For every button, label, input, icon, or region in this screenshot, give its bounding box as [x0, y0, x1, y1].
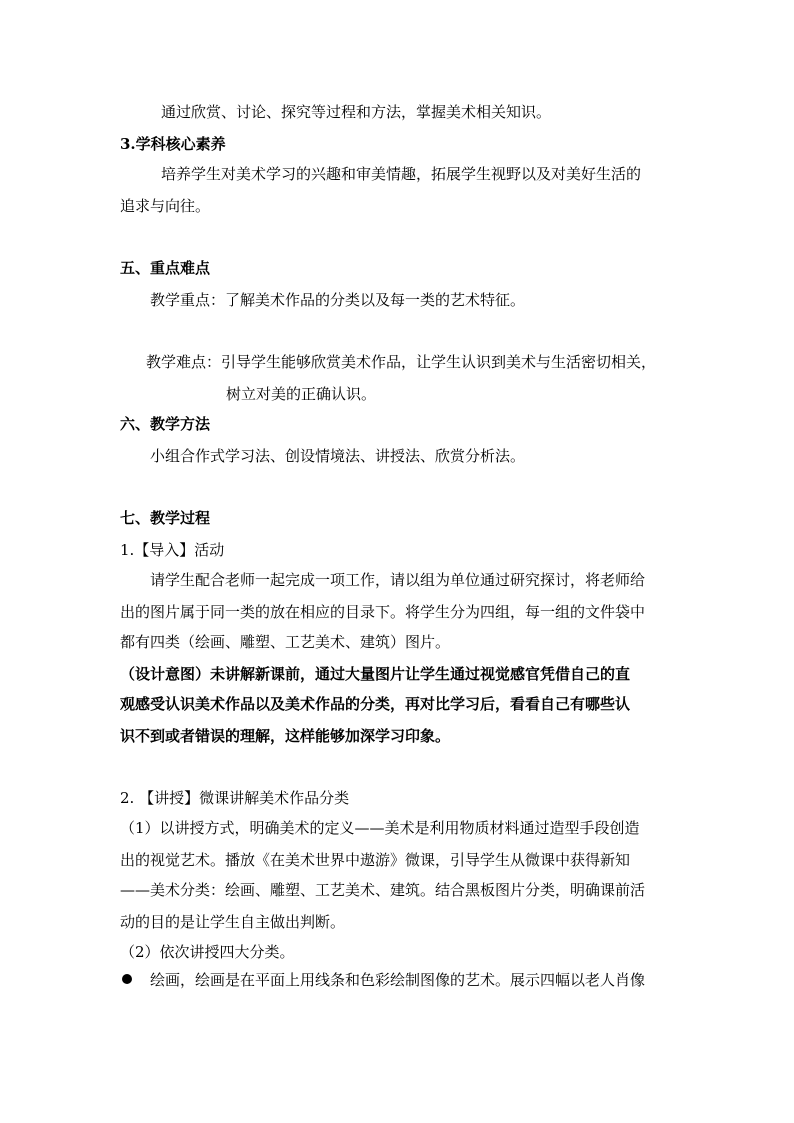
paragraph-line: 教学难点：引导学生能够欣赏美术作品，让学生认识到美术与生活密切相关， [146, 353, 657, 371]
paragraph-line: 小组合作式学习法、创设情境法、讲授法、欣赏分析法。 [150, 447, 526, 465]
design-intent-line: （设计意图）未讲解新课前，通过大量图片让学生通过视觉感官凭借自己的直 [120, 665, 631, 683]
paragraph-line: 1.【导入】活动 [120, 541, 225, 559]
paragraph-line: 请学生配合老师一起完成一项工作，请以组为单位通过研究探讨，将老师给 [150, 571, 646, 589]
section-heading: 3.学科核心素养 [120, 135, 226, 153]
paragraph-line: （1）以讲授方式，明确美术的定义——美术是利用物质材料通过造型手段创造 [120, 819, 640, 837]
bullet-icon [122, 974, 132, 984]
paragraph-line: 通过欣赏、讨论、探究等过程和方法，掌握美术相关知识。 [161, 103, 552, 121]
paragraph-line: 树立对美的正确认识。 [226, 385, 377, 403]
paragraph-line: 追求与向往。 [120, 197, 211, 215]
section-heading: 七、教学过程 [120, 509, 211, 527]
section-heading: 五、重点难点 [120, 259, 211, 277]
paragraph-line: 培养学生对美术学习的兴趣和审美情趣，拓展学生视野以及对美好生活的 [161, 165, 642, 183]
paragraph-line: 2. 【讲授】微课讲解美术作品分类 [120, 789, 350, 807]
paragraph-line: 出的图片属于同一类的放在相应的目录下。将学生分为四组，每一组的文件袋中 [120, 603, 646, 621]
design-intent-line: 识不到或者错误的理解，这样能够加深学习印象。 [120, 727, 451, 745]
paragraph-line: 动的目的是让学生自主做出判断。 [120, 913, 346, 931]
bullet-item: 绘画，绘画是在平面上用线条和色彩绘制图像的艺术。展示四幅以老人肖像 [150, 971, 646, 989]
paragraph-line: （2）依次讲授四大分类。 [120, 943, 295, 961]
paragraph-line: 教学重点：了解美术作品的分类以及每一类的艺术特征。 [150, 291, 526, 309]
paragraph-line: 出的视觉艺术。播放《在美术世界中遨游》微课，引导学生从微课中获得新知 [120, 851, 631, 869]
paragraph-line: ——美术分类：绘画、雕塑、工艺美术、建筑。结合黑板图片分类，明确课前活 [120, 881, 646, 899]
paragraph-line: 都有四类（绘画、雕塑、工艺美术、建筑）图片。 [120, 633, 451, 651]
design-intent-line: 观感受认识美术作品以及美术作品的分类，再对比学习后，看看自己有哪些认 [120, 695, 631, 713]
section-heading: 六、教学方法 [120, 415, 211, 433]
